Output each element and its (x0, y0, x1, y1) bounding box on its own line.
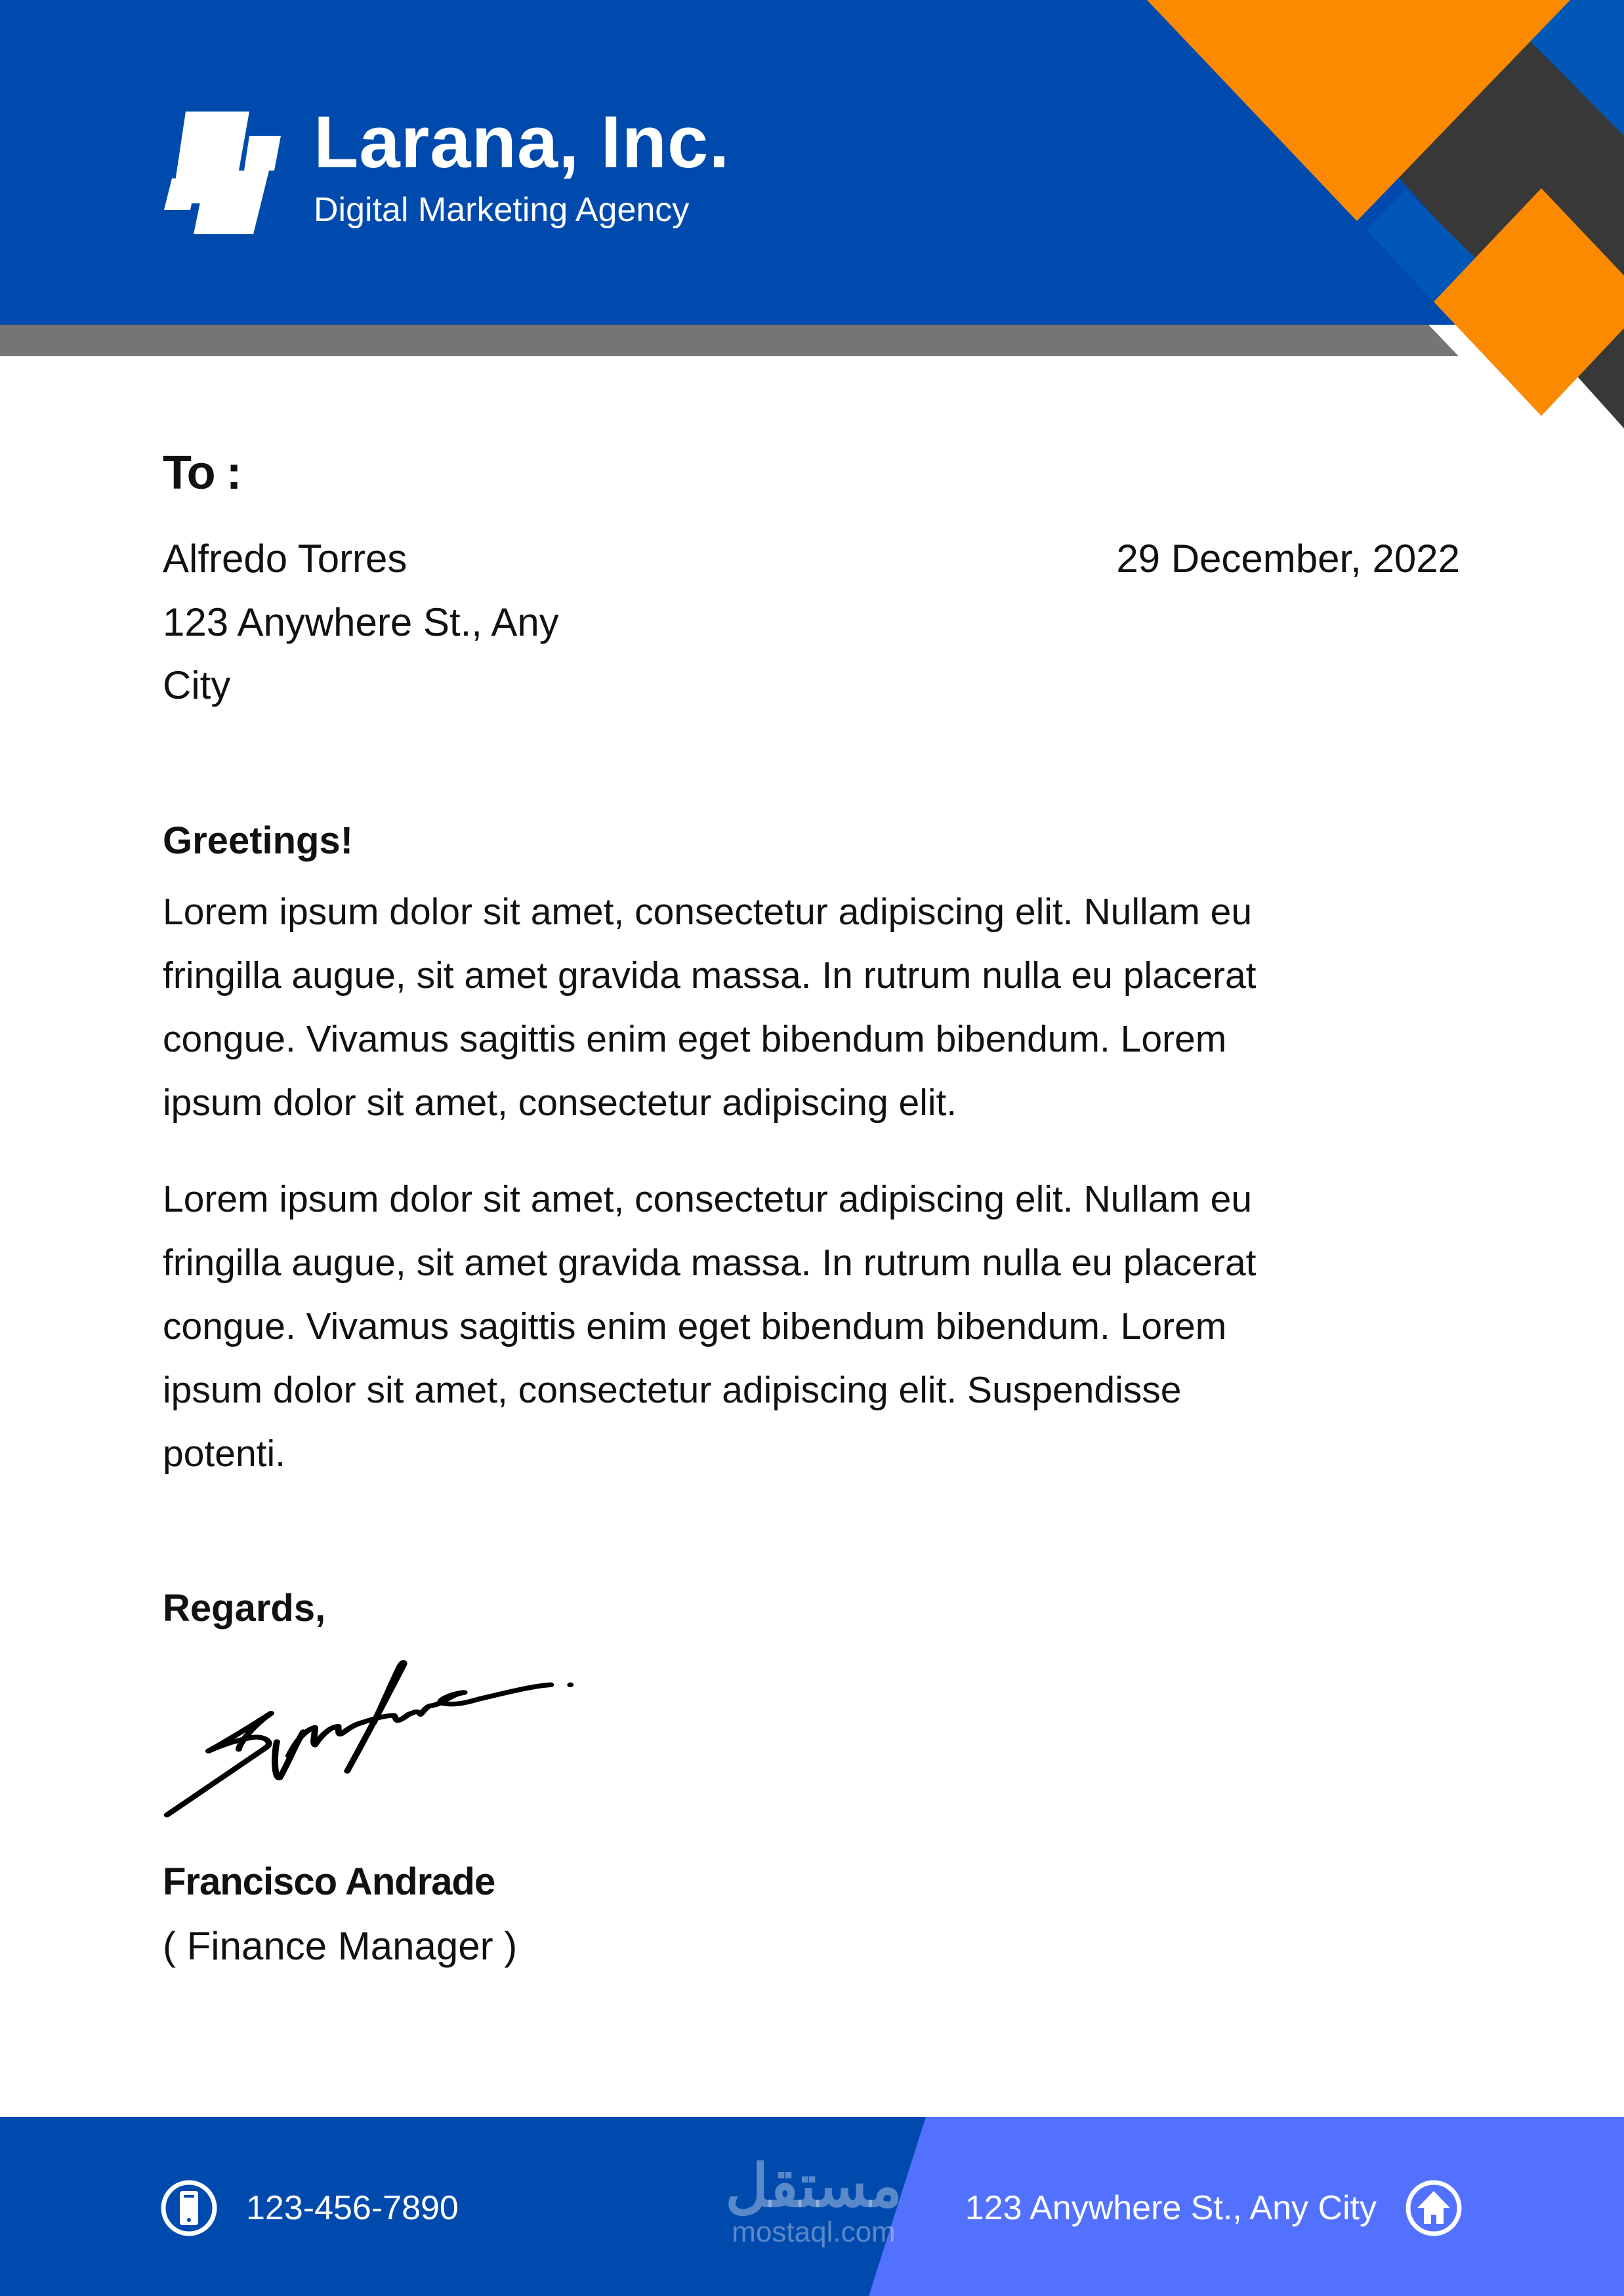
paragraph-line: potenti. (163, 1433, 285, 1475)
footer-phone: 123-456-7890 (246, 2189, 459, 2227)
paragraph-line: fringilla augue, sit amet gravida massa. In rutrum nulla eu placerat (163, 954, 1257, 996)
paragraph-2 (163, 1168, 1257, 1486)
paragraph-line: congue. Vivamus sagittis enim eget bibendum bibendum. Lorem (163, 1305, 1227, 1347)
paragraph-line: fringilla augue, sit amet gravida massa. In rutrum nulla eu placerat (163, 1242, 1257, 1284)
paragraph-1 (163, 880, 1257, 1135)
signature-image (167, 1662, 574, 1814)
gray-stripe (0, 325, 1459, 356)
paragraph-line: ipsum dolor sit amet, consectetur adipiscing elit. Suspendisse (163, 1369, 1182, 1411)
recipient-address-line: 123 Anywhere St., Any (163, 600, 559, 644)
recipient-address-line: City (163, 663, 231, 707)
company-name: Larana, Inc. (314, 101, 730, 183)
paragraph-line: ipsum dolor sit amet, consectetur adipiscing elit. (163, 1082, 957, 1124)
company-tagline: Digital Marketing Agency (314, 191, 690, 229)
paragraph-line: Lorem ipsum dolor sit amet, consectetur adipiscing elit. Nullam eu (163, 891, 1253, 933)
signer-title: ( Finance Manager ) (163, 1924, 518, 1968)
signer-name: Francisco Andrade (163, 1860, 495, 1903)
watermark-latin: mostaql.com (732, 2216, 896, 2248)
footer-address: 123 Anywhere St., Any City (965, 2189, 1377, 2227)
watermark-arabic: مستقل (725, 2154, 902, 2219)
regards: Regards, (163, 1587, 326, 1630)
letter-date: 29 December, 2022 (1116, 537, 1460, 581)
to-label: To : (163, 447, 241, 499)
greeting: Greetings! (163, 819, 354, 862)
recipient-name: Alfredo Torres (163, 537, 407, 581)
paragraph-line: Lorem ipsum dolor sit amet, consectetur adipiscing elit. Nullam eu (163, 1178, 1253, 1220)
paragraph-line: congue. Vivamus sagittis enim eget bibendum bibendum. Lorem (163, 1018, 1227, 1060)
